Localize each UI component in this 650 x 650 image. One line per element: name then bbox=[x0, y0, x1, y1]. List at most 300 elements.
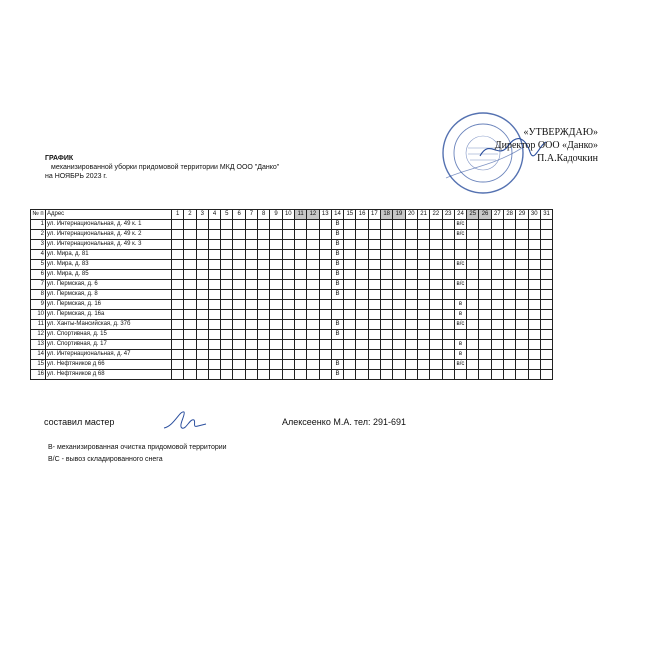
header-day: 25 bbox=[467, 210, 479, 220]
day-cell bbox=[504, 240, 516, 250]
day-cell bbox=[344, 220, 356, 230]
day-cell bbox=[307, 220, 319, 230]
title-period: на НОЯБРЬ 2023 г. bbox=[45, 173, 108, 180]
day-cell bbox=[479, 250, 491, 260]
day-cell bbox=[528, 370, 540, 380]
day-cell bbox=[208, 230, 220, 240]
day-cell bbox=[516, 240, 528, 250]
day-cell bbox=[356, 270, 368, 280]
row-address: ул. Пермская, д. 16а bbox=[46, 310, 172, 320]
day-cell bbox=[307, 280, 319, 290]
day-cell bbox=[504, 330, 516, 340]
day-cell bbox=[233, 350, 245, 360]
row-address: ул. Мира, д. 81 bbox=[46, 250, 172, 260]
day-cell bbox=[294, 280, 306, 290]
day-cell bbox=[196, 330, 208, 340]
header-day: 9 bbox=[270, 210, 282, 220]
day-cell bbox=[270, 220, 282, 230]
table-row bbox=[31, 280, 553, 290]
day-cell bbox=[430, 320, 442, 330]
day-cell bbox=[344, 310, 356, 320]
day-cell bbox=[233, 240, 245, 250]
day-cell bbox=[233, 330, 245, 340]
day-cell bbox=[430, 350, 442, 360]
day-cell bbox=[491, 270, 503, 280]
day-cell bbox=[356, 250, 368, 260]
day-cell bbox=[528, 260, 540, 270]
day-cell bbox=[245, 240, 257, 250]
day-cell bbox=[258, 290, 270, 300]
day-cell bbox=[491, 370, 503, 380]
day-cell bbox=[405, 260, 417, 270]
day-cell bbox=[467, 300, 479, 310]
day-cell bbox=[368, 320, 380, 330]
day-cell bbox=[504, 360, 516, 370]
day-cell bbox=[356, 330, 368, 340]
day-cell bbox=[356, 280, 368, 290]
day-cell bbox=[479, 360, 491, 370]
day-cell bbox=[528, 280, 540, 290]
day-cell bbox=[442, 330, 454, 340]
day-cell bbox=[282, 250, 294, 260]
day-cell bbox=[504, 280, 516, 290]
day-cell: В bbox=[331, 370, 343, 380]
day-cell bbox=[233, 220, 245, 230]
day-cell bbox=[270, 290, 282, 300]
day-cell bbox=[393, 270, 405, 280]
day-cell: В bbox=[331, 230, 343, 240]
day-cell bbox=[307, 360, 319, 370]
day-cell bbox=[381, 300, 393, 310]
row-number: 6 bbox=[31, 270, 46, 280]
day-cell bbox=[491, 320, 503, 330]
day-cell bbox=[196, 370, 208, 380]
day-cell bbox=[479, 220, 491, 230]
day-cell bbox=[442, 340, 454, 350]
day-cell bbox=[196, 310, 208, 320]
day-cell bbox=[504, 230, 516, 240]
row-number: 12 bbox=[31, 330, 46, 340]
day-cell bbox=[393, 260, 405, 270]
day-cell bbox=[540, 280, 552, 290]
day-cell bbox=[368, 220, 380, 230]
day-cell bbox=[184, 240, 196, 250]
day-cell bbox=[196, 270, 208, 280]
day-cell bbox=[417, 220, 429, 230]
day-cell bbox=[221, 260, 233, 270]
day-cell bbox=[184, 330, 196, 340]
day-cell bbox=[381, 270, 393, 280]
legend-line-v: В- механизированная очистка придомовой территории bbox=[48, 444, 227, 451]
day-cell bbox=[344, 320, 356, 330]
day-cell bbox=[331, 340, 343, 350]
day-cell bbox=[344, 290, 356, 300]
day-cell bbox=[184, 310, 196, 320]
day-cell bbox=[196, 300, 208, 310]
row-address: ул. Пермская, д. 8 bbox=[46, 290, 172, 300]
day-cell bbox=[319, 310, 331, 320]
header-day: 30 bbox=[528, 210, 540, 220]
day-cell bbox=[208, 270, 220, 280]
day-cell bbox=[356, 230, 368, 240]
day-cell bbox=[245, 300, 257, 310]
day-cell bbox=[196, 220, 208, 230]
day-cell: в/с bbox=[454, 280, 466, 290]
day-cell bbox=[405, 340, 417, 350]
day-cell bbox=[258, 370, 270, 380]
day-cell bbox=[430, 310, 442, 320]
day-cell bbox=[516, 300, 528, 310]
legend-line-vs: В/С - вывоз складированного снега bbox=[48, 456, 163, 463]
day-cell bbox=[516, 310, 528, 320]
row-address: ул. Ханты-Мансийская, д. 37б bbox=[46, 320, 172, 330]
day-cell bbox=[368, 290, 380, 300]
row-address: ул. Нефтяников д 66 bbox=[46, 360, 172, 370]
day-cell bbox=[208, 330, 220, 340]
table-row bbox=[31, 320, 553, 330]
row-number: 1 bbox=[31, 220, 46, 230]
day-cell bbox=[233, 260, 245, 270]
day-cell bbox=[454, 250, 466, 260]
day-cell bbox=[319, 240, 331, 250]
day-cell bbox=[270, 340, 282, 350]
day-cell bbox=[258, 280, 270, 290]
header-day: 17 bbox=[368, 210, 380, 220]
day-cell bbox=[208, 350, 220, 360]
day-cell bbox=[258, 250, 270, 260]
day-cell bbox=[417, 370, 429, 380]
day-cell bbox=[368, 280, 380, 290]
day-cell bbox=[184, 320, 196, 330]
day-cell bbox=[208, 320, 220, 330]
day-cell bbox=[344, 270, 356, 280]
day-cell bbox=[368, 330, 380, 340]
day-cell: В bbox=[331, 250, 343, 260]
day-cell bbox=[294, 370, 306, 380]
day-cell bbox=[381, 360, 393, 370]
day-cell: в bbox=[454, 350, 466, 360]
day-cell bbox=[540, 240, 552, 250]
row-number: 7 bbox=[31, 280, 46, 290]
day-cell bbox=[208, 290, 220, 300]
day-cell bbox=[233, 270, 245, 280]
day-cell bbox=[245, 330, 257, 340]
day-cell bbox=[233, 290, 245, 300]
day-cell bbox=[504, 260, 516, 270]
day-cell bbox=[417, 360, 429, 370]
day-cell bbox=[540, 260, 552, 270]
day-cell bbox=[258, 270, 270, 280]
day-cell bbox=[516, 340, 528, 350]
day-cell bbox=[540, 340, 552, 350]
day-cell bbox=[172, 360, 184, 370]
day-cell bbox=[479, 240, 491, 250]
day-cell bbox=[430, 370, 442, 380]
approval-block bbox=[398, 126, 598, 165]
row-number: 3 bbox=[31, 240, 46, 250]
day-cell bbox=[270, 230, 282, 240]
day-cell bbox=[282, 220, 294, 230]
row-number: 11 bbox=[31, 320, 46, 330]
day-cell bbox=[282, 320, 294, 330]
day-cell bbox=[467, 230, 479, 240]
row-address: ул. Интернациональная, д. 49 к. 2 bbox=[46, 230, 172, 240]
row-number: 10 bbox=[31, 310, 46, 320]
day-cell: в/с bbox=[454, 220, 466, 230]
day-cell bbox=[294, 220, 306, 230]
day-cell bbox=[417, 280, 429, 290]
day-cell bbox=[417, 240, 429, 250]
day-cell bbox=[307, 250, 319, 260]
day-cell bbox=[467, 360, 479, 370]
header-day: 14 bbox=[331, 210, 343, 220]
day-cell bbox=[221, 250, 233, 260]
day-cell bbox=[417, 340, 429, 350]
day-cell bbox=[491, 250, 503, 260]
day-cell bbox=[307, 370, 319, 380]
table-body bbox=[31, 220, 553, 380]
day-cell bbox=[172, 280, 184, 290]
day-cell bbox=[516, 270, 528, 280]
day-cell bbox=[319, 220, 331, 230]
day-cell bbox=[331, 350, 343, 360]
day-cell bbox=[294, 330, 306, 340]
row-address: ул. Интернациональная, д. 49 к. 3 bbox=[46, 240, 172, 250]
day-cell bbox=[196, 280, 208, 290]
table-row bbox=[31, 330, 553, 340]
day-cell bbox=[184, 340, 196, 350]
day-cell bbox=[258, 350, 270, 360]
day-cell bbox=[381, 290, 393, 300]
day-cell bbox=[393, 360, 405, 370]
day-cell bbox=[319, 360, 331, 370]
day-cell bbox=[245, 370, 257, 380]
day-cell bbox=[479, 260, 491, 270]
day-cell bbox=[479, 320, 491, 330]
day-cell bbox=[356, 290, 368, 300]
day-cell bbox=[319, 330, 331, 340]
day-cell bbox=[307, 340, 319, 350]
day-cell: В bbox=[331, 320, 343, 330]
row-address: ул. Нефтяников д 68 bbox=[46, 370, 172, 380]
day-cell bbox=[368, 260, 380, 270]
day-cell: в/с bbox=[454, 230, 466, 240]
header-day: 4 bbox=[208, 210, 220, 220]
day-cell bbox=[294, 310, 306, 320]
day-cell bbox=[344, 300, 356, 310]
day-cell: В bbox=[331, 290, 343, 300]
day-cell bbox=[504, 290, 516, 300]
day-cell bbox=[491, 230, 503, 240]
day-cell bbox=[196, 230, 208, 240]
day-cell bbox=[184, 270, 196, 280]
day-cell bbox=[405, 320, 417, 330]
day-cell bbox=[319, 350, 331, 360]
day-cell: В bbox=[331, 220, 343, 230]
day-cell bbox=[381, 330, 393, 340]
day-cell bbox=[331, 300, 343, 310]
day-cell bbox=[442, 320, 454, 330]
day-cell bbox=[442, 350, 454, 360]
day-cell bbox=[430, 330, 442, 340]
header-day: 2 bbox=[184, 210, 196, 220]
day-cell bbox=[208, 370, 220, 380]
day-cell bbox=[319, 250, 331, 260]
day-cell bbox=[282, 290, 294, 300]
day-cell bbox=[504, 320, 516, 330]
day-cell bbox=[319, 270, 331, 280]
day-cell bbox=[454, 290, 466, 300]
day-cell bbox=[208, 240, 220, 250]
day-cell bbox=[467, 340, 479, 350]
row-number: 16 bbox=[31, 370, 46, 380]
day-cell bbox=[221, 320, 233, 330]
day-cell bbox=[172, 340, 184, 350]
day-cell bbox=[270, 250, 282, 260]
day-cell bbox=[245, 320, 257, 330]
header-day: 7 bbox=[245, 210, 257, 220]
day-cell bbox=[233, 310, 245, 320]
approval-name: П.А.Кадочкин bbox=[537, 153, 598, 164]
row-number: 9 bbox=[31, 300, 46, 310]
day-cell bbox=[479, 230, 491, 240]
day-cell bbox=[270, 370, 282, 380]
day-cell bbox=[381, 280, 393, 290]
day-cell bbox=[417, 290, 429, 300]
day-cell bbox=[258, 240, 270, 250]
day-cell bbox=[368, 350, 380, 360]
day-cell bbox=[208, 220, 220, 230]
day-cell bbox=[540, 230, 552, 240]
row-address: ул. Спортивная, д. 17 bbox=[46, 340, 172, 350]
day-cell bbox=[381, 250, 393, 260]
day-cell bbox=[270, 360, 282, 370]
day-cell bbox=[381, 320, 393, 330]
day-cell bbox=[270, 260, 282, 270]
day-cell bbox=[172, 260, 184, 270]
day-cell bbox=[479, 350, 491, 360]
day-cell bbox=[221, 350, 233, 360]
day-cell bbox=[307, 350, 319, 360]
day-cell bbox=[258, 330, 270, 340]
day-cell bbox=[504, 310, 516, 320]
day-cell bbox=[516, 260, 528, 270]
day-cell bbox=[233, 300, 245, 310]
day-cell bbox=[258, 320, 270, 330]
day-cell bbox=[442, 240, 454, 250]
day-cell bbox=[467, 220, 479, 230]
header-day: 3 bbox=[196, 210, 208, 220]
day-cell bbox=[491, 290, 503, 300]
day-cell bbox=[356, 370, 368, 380]
day-cell bbox=[233, 250, 245, 260]
header-day: 29 bbox=[516, 210, 528, 220]
day-cell bbox=[356, 320, 368, 330]
day-cell bbox=[172, 230, 184, 240]
day-cell bbox=[540, 320, 552, 330]
day-cell bbox=[172, 320, 184, 330]
day-cell bbox=[258, 300, 270, 310]
table-header-row bbox=[31, 210, 553, 220]
day-cell bbox=[540, 310, 552, 320]
day-cell bbox=[172, 330, 184, 340]
day-cell bbox=[245, 310, 257, 320]
header-day: 28 bbox=[504, 210, 516, 220]
header-day: 1 bbox=[172, 210, 184, 220]
day-cell bbox=[368, 300, 380, 310]
header-day: 21 bbox=[417, 210, 429, 220]
day-cell bbox=[405, 220, 417, 230]
day-cell bbox=[221, 310, 233, 320]
table-row bbox=[31, 270, 553, 280]
day-cell bbox=[417, 310, 429, 320]
day-cell bbox=[208, 280, 220, 290]
day-cell bbox=[479, 370, 491, 380]
day-cell bbox=[417, 320, 429, 330]
day-cell bbox=[258, 220, 270, 230]
day-cell bbox=[405, 250, 417, 260]
day-cell: В bbox=[331, 260, 343, 270]
day-cell bbox=[430, 290, 442, 300]
day-cell bbox=[368, 310, 380, 320]
day-cell bbox=[233, 320, 245, 330]
day-cell bbox=[245, 230, 257, 240]
day-cell bbox=[172, 310, 184, 320]
day-cell bbox=[282, 260, 294, 270]
day-cell bbox=[184, 300, 196, 310]
day-cell bbox=[516, 220, 528, 230]
day-cell bbox=[528, 310, 540, 320]
day-cell bbox=[221, 300, 233, 310]
table-row bbox=[31, 310, 553, 320]
day-cell bbox=[491, 360, 503, 370]
day-cell bbox=[282, 350, 294, 360]
day-cell bbox=[405, 350, 417, 360]
day-cell bbox=[221, 370, 233, 380]
day-cell bbox=[233, 360, 245, 370]
day-cell bbox=[516, 280, 528, 290]
day-cell bbox=[528, 230, 540, 240]
day-cell bbox=[245, 340, 257, 350]
header-day: 20 bbox=[405, 210, 417, 220]
day-cell bbox=[454, 370, 466, 380]
day-cell bbox=[516, 350, 528, 360]
table-row bbox=[31, 230, 553, 240]
day-cell bbox=[381, 230, 393, 240]
day-cell bbox=[442, 310, 454, 320]
header-day: 8 bbox=[258, 210, 270, 220]
header-day: 22 bbox=[430, 210, 442, 220]
day-cell bbox=[172, 370, 184, 380]
day-cell bbox=[356, 220, 368, 230]
day-cell bbox=[270, 240, 282, 250]
day-cell bbox=[307, 300, 319, 310]
header-day: 11 bbox=[294, 210, 306, 220]
table-row bbox=[31, 290, 553, 300]
schedule-table bbox=[30, 209, 553, 380]
day-cell bbox=[467, 290, 479, 300]
day-cell bbox=[467, 310, 479, 320]
day-cell bbox=[442, 230, 454, 240]
day-cell bbox=[258, 340, 270, 350]
day-cell bbox=[307, 240, 319, 250]
day-cell bbox=[540, 350, 552, 360]
day-cell bbox=[245, 250, 257, 260]
day-cell bbox=[172, 350, 184, 360]
day-cell bbox=[442, 370, 454, 380]
day-cell bbox=[504, 220, 516, 230]
day-cell bbox=[344, 280, 356, 290]
